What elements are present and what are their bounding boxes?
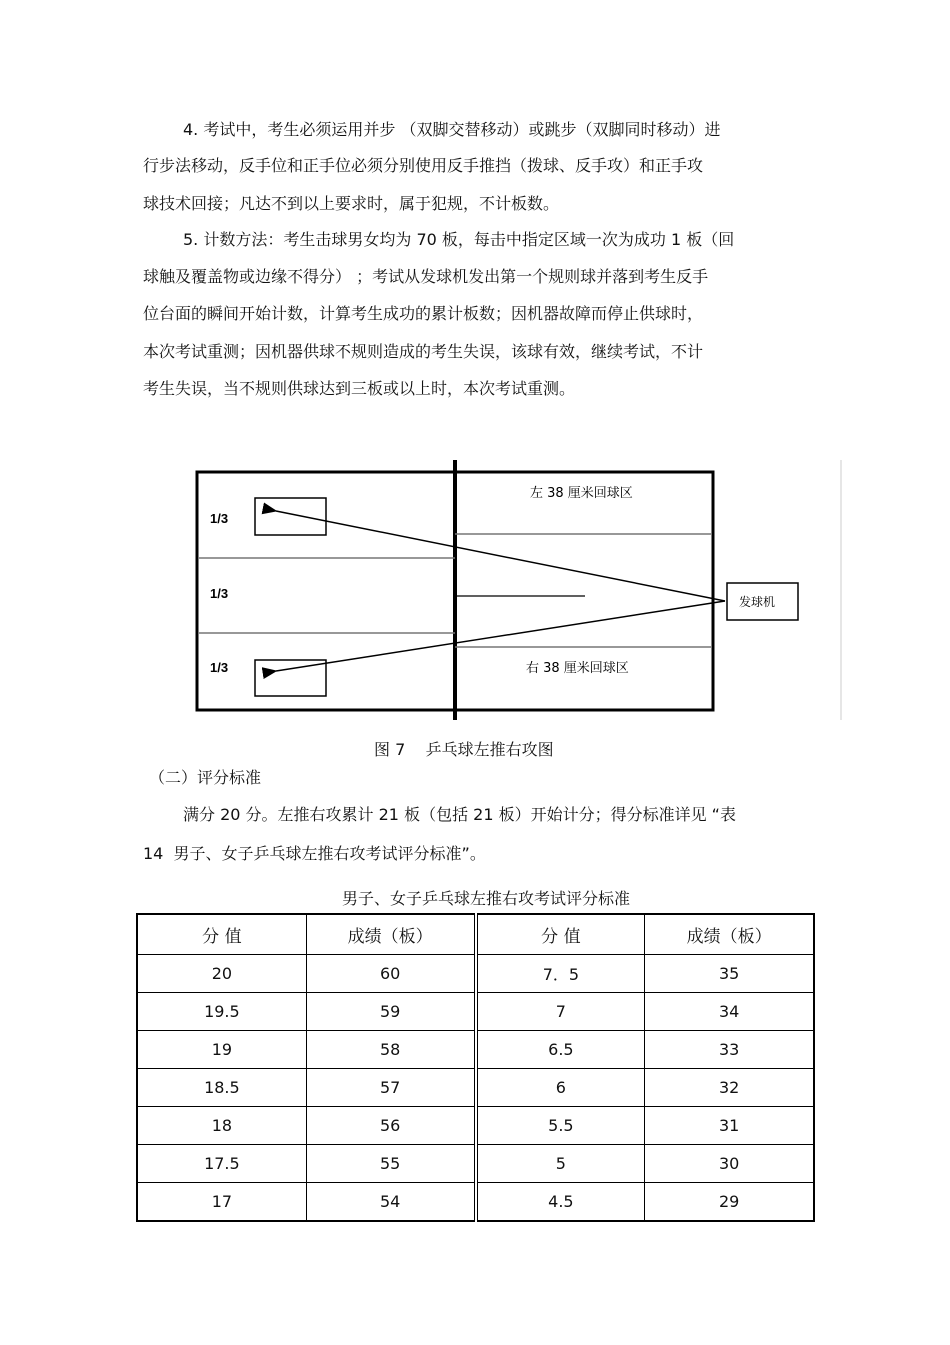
paragraph-5-line-3: 位台面的瞬间开始计数，计算考生成功的累计板数；因机器故障而停止供球时， [143, 304, 704, 323]
serve-arrow-bottom [276, 601, 725, 671]
table-cell: 19 [137, 1031, 306, 1069]
section-heading: （二）评分标准 [149, 768, 262, 787]
header-score-1: 分 值 [137, 914, 306, 955]
header-result-2: 成绩（板） [645, 914, 814, 955]
table-row [137, 1107, 814, 1145]
paragraph-5-line-5: 考生失误，当不规则供球达到三板或以上时，本次考试重测。 [143, 379, 576, 398]
table-cell: 32 [645, 1069, 814, 1107]
paragraph-5-line-2: 球触及覆盖物或边缘不得分） ；考试从发球机发出第一个规则球并落到考生反手 [143, 267, 709, 286]
zone-middle-label: 1/3 [210, 586, 229, 601]
table-cell: 6.5 [476, 1031, 645, 1069]
paragraph-5-line-1: 5. 计数方法：考生击球男女均为 70 板，每击中指定区域一次为成功 1 板（回 [183, 230, 735, 249]
table-cell: 31 [645, 1107, 814, 1145]
table-row [137, 993, 814, 1031]
right-return-zone-label: 右 38 厘米回球区 [526, 661, 629, 676]
table-cell: 5.5 [476, 1107, 645, 1145]
table-cell: 19.5 [137, 993, 306, 1031]
table-cell: 56 [306, 1107, 475, 1145]
serve-arrow-top [276, 511, 725, 601]
zone-bottom-label: 1/3 [210, 660, 229, 675]
table-cell: 17.5 [137, 1145, 306, 1183]
table-cell: 7．5 [476, 955, 645, 993]
table-row [137, 955, 814, 993]
paragraph-4-line-1: 4. 考试中，考生必须运用并步 （双脚交替移动）或跳步（双脚同时移动）进 [183, 120, 721, 139]
serve-machine-label: 发球机 [739, 595, 776, 609]
table-cell: 54 [306, 1183, 475, 1222]
paragraph-5-line-4: 本次考试重测；因机器供球不规则造成的考生失误，该球有效，继续考试，不计 [143, 342, 704, 361]
table-cell: 55 [306, 1145, 475, 1183]
table-row [137, 1069, 814, 1107]
table-cell: 57 [306, 1069, 475, 1107]
header-result-1: 成绩（板） [306, 914, 475, 955]
table-cell: 58 [306, 1031, 475, 1069]
table-header-row [137, 914, 814, 955]
table-cell: 18 [137, 1107, 306, 1145]
table-cell: 5 [476, 1145, 645, 1183]
table-cell: 4.5 [476, 1183, 645, 1222]
table-cell: 29 [645, 1183, 814, 1222]
figure-caption: 图 7 乒乓球左推右攻图 [374, 740, 554, 759]
score-table [136, 913, 815, 1222]
left-return-zone-label: 左 38 厘米回球区 [530, 486, 633, 501]
standard-text-line-1: 满分 20 分。左推右攻累计 21 板（包括 21 板）开始计分；得分标准详见 “表 [183, 805, 736, 824]
table-tennis-diagram [180, 455, 850, 725]
table-cell: 59 [306, 993, 475, 1031]
table-row [137, 1145, 814, 1183]
table-cell: 33 [645, 1031, 814, 1069]
standard-text-line-2: 14 男子、女子乒乓球左推右攻考试评分标准”。 [143, 844, 486, 863]
table-cell: 35 [645, 955, 814, 993]
table-cell: 20 [137, 955, 306, 993]
table-cell: 30 [645, 1145, 814, 1183]
table-cell: 34 [645, 993, 814, 1031]
zone-top-label: 1/3 [210, 511, 229, 526]
table-title: 男子、女子乒乓球左推右攻考试评分标准 [342, 889, 631, 908]
paragraph-4-line-3: 球技术回接；凡达不到以上要求时，属于犯规，不计板数。 [143, 194, 560, 213]
table-cell: 17 [137, 1183, 306, 1222]
header-score-2: 分 值 [476, 914, 645, 955]
table-cell: 7 [476, 993, 645, 1031]
table-cell: 6 [476, 1069, 645, 1107]
table-cell: 18.5 [137, 1069, 306, 1107]
table-row [137, 1031, 814, 1069]
table-row [137, 1183, 814, 1222]
target-box-top [255, 498, 326, 535]
paragraph-4-line-2: 行步法移动，反手位和正手位必须分别使用反手推挡（拨球、反手攻）和正手攻 [143, 156, 704, 175]
table-cell: 60 [306, 955, 475, 993]
